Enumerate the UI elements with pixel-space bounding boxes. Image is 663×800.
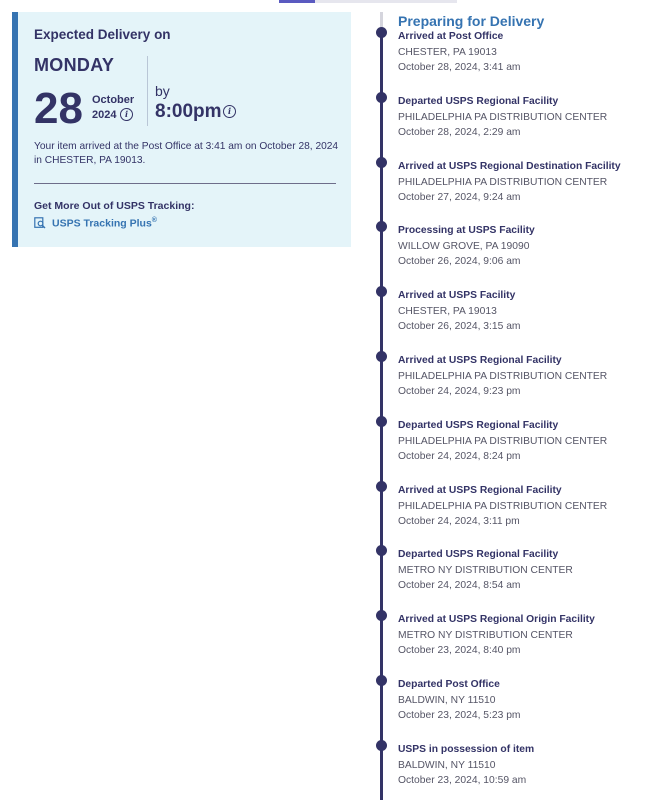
tracking-plus-text[interactable] xyxy=(52,217,157,230)
timeline-dot xyxy=(376,545,387,556)
event-location: METRO NY DISTRIBUTION CENTER xyxy=(398,565,573,576)
event-location: METRO NY DISTRIBUTION CENTER xyxy=(398,630,573,641)
delivery-month: October xyxy=(92,94,135,106)
timeline-dot xyxy=(376,157,387,168)
event-location: BALDWIN, NY 11510 xyxy=(398,760,496,771)
event-location: PHILADELPHIA PA DISTRIBUTION CENTER xyxy=(398,112,608,123)
event-timestamp: October 27, 2024, 9:24 am xyxy=(398,192,521,203)
event-title: Arrived at USPS Regional Destination Facility xyxy=(398,161,621,172)
card-divider xyxy=(34,183,336,184)
tracking-event xyxy=(398,420,658,463)
tracking-event xyxy=(398,96,658,139)
tracking-event xyxy=(398,31,658,74)
tracking-event xyxy=(398,679,658,722)
delivery-day: MONDAY xyxy=(34,55,115,75)
event-location: WILLOW GROVE, PA 19090 xyxy=(398,241,530,252)
tracking-event xyxy=(398,614,658,657)
by-label: by xyxy=(155,83,170,99)
tracking-event xyxy=(398,225,658,268)
timeline-dot xyxy=(376,740,387,751)
event-timestamp: October 24, 2024, 8:24 pm xyxy=(398,451,521,462)
event-title: Arrived at USPS Regional Facility xyxy=(398,355,562,366)
more-tracking-label: Get More Out of USPS Tracking: xyxy=(34,200,195,212)
expected-delivery-card xyxy=(12,12,351,247)
event-location: CHESTER, PA 19013 xyxy=(398,47,497,58)
delivery-date-number: 28 xyxy=(34,84,83,133)
tracking-event xyxy=(398,290,658,333)
info-icon[interactable]: i xyxy=(120,108,133,121)
event-timestamp: October 26, 2024, 3:15 am xyxy=(398,321,521,332)
arrival-message: Your item arrived at the Post Office at 3:41 am on October 28, 2024 in CHESTER, PA 19013. xyxy=(34,141,339,166)
event-location: PHILADELPHIA PA DISTRIBUTION CENTER xyxy=(398,177,608,188)
event-timestamp: October 26, 2024, 9:06 am xyxy=(398,256,521,267)
registered-mark: ® xyxy=(151,217,157,224)
timeline-dot xyxy=(376,416,387,427)
event-title: Arrived at USPS Regional Origin Facility xyxy=(398,614,595,625)
tracking-event xyxy=(398,161,658,204)
event-location: PHILADELPHIA PA DISTRIBUTION CENTER xyxy=(398,501,608,512)
event-title: Departed USPS Regional Facility xyxy=(398,420,559,431)
date-divider xyxy=(147,56,148,126)
event-timestamp: October 24, 2024, 8:54 am xyxy=(398,580,521,591)
event-timestamp: October 23, 2024, 8:40 pm xyxy=(398,645,521,656)
expected-delivery-label: Expected Delivery on xyxy=(34,27,171,42)
event-title: Processing at USPS Facility xyxy=(398,225,535,236)
event-timestamp: October 24, 2024, 9:23 pm xyxy=(398,386,521,397)
event-title: Arrived at USPS Regional Facility xyxy=(398,485,562,496)
search-box-icon xyxy=(34,217,46,229)
tracking-event xyxy=(398,355,658,398)
delivery-year: 2024 xyxy=(92,109,117,121)
event-timestamp: October 28, 2024, 3:41 am xyxy=(398,62,521,73)
event-title: Arrived at USPS Facility xyxy=(398,290,516,301)
timeline-dot xyxy=(376,27,387,38)
tracking-plus-label: USPS Tracking Plus xyxy=(52,217,152,230)
event-timestamp: October 23, 2024, 5:23 pm xyxy=(398,710,521,721)
event-title: Arrived at Post Office xyxy=(398,31,504,42)
timeline-dot xyxy=(376,286,387,297)
delivery-time: 8:00pm xyxy=(155,101,222,122)
timeline-dot xyxy=(376,221,387,232)
event-location: BALDWIN, NY 11510 xyxy=(398,695,496,706)
current-status-title: Preparing for Delivery xyxy=(398,13,545,29)
event-title: Departed Post Office xyxy=(398,679,500,690)
event-title: Departed USPS Regional Facility xyxy=(398,96,559,107)
top-tab-track xyxy=(315,0,457,3)
tracking-plus-link[interactable] xyxy=(34,217,157,230)
timeline-dot xyxy=(376,610,387,621)
event-location: PHILADELPHIA PA DISTRIBUTION CENTER xyxy=(398,436,608,447)
event-location: PHILADELPHIA PA DISTRIBUTION CENTER xyxy=(398,371,608,382)
timeline-dot xyxy=(376,675,387,686)
event-title: Departed USPS Regional Facility xyxy=(398,549,559,560)
event-timestamp: October 24, 2024, 3:11 pm xyxy=(398,516,520,527)
timeline-dot xyxy=(376,92,387,103)
event-location: CHESTER, PA 19013 xyxy=(398,306,497,317)
tracking-event xyxy=(398,485,658,528)
event-title: USPS in possession of item xyxy=(398,744,535,755)
event-timestamp: October 28, 2024, 2:29 am xyxy=(398,127,521,138)
timeline-dot xyxy=(376,351,387,362)
info-icon[interactable]: i xyxy=(223,105,236,118)
top-tab-indicator xyxy=(279,0,315,3)
timeline-dot xyxy=(376,481,387,492)
tracking-event xyxy=(398,744,658,787)
event-timestamp: October 23, 2024, 10:59 am xyxy=(398,775,527,786)
tracking-event xyxy=(398,549,658,592)
